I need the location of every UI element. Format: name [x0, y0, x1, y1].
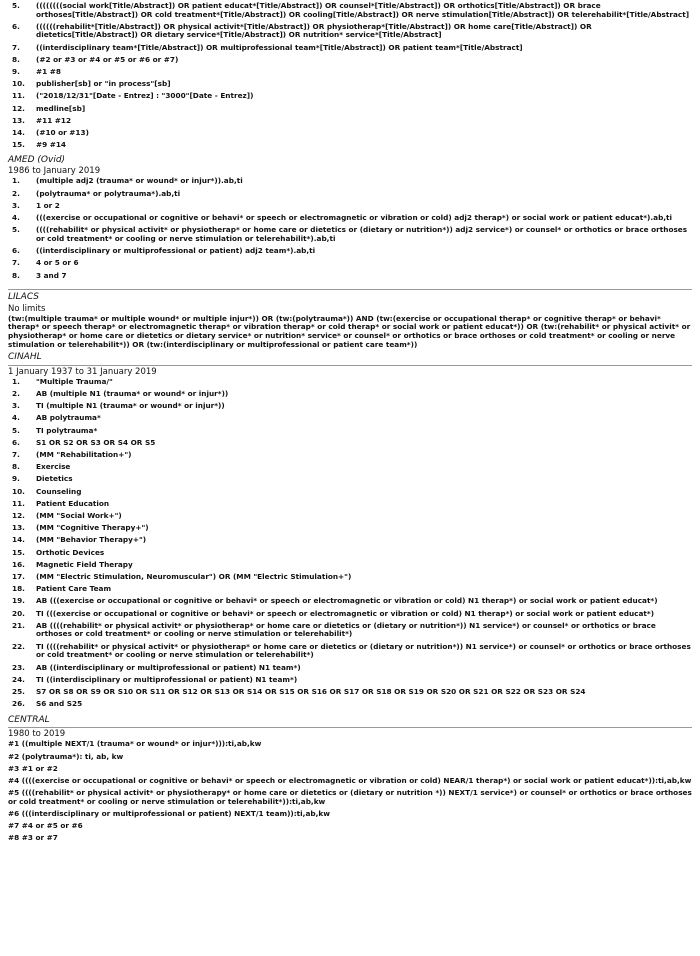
line-query: Dietetics [36, 474, 73, 484]
lilacs-limits: No limits [8, 303, 46, 314]
search-line [8, 23, 692, 40]
line-query: (#10 or #13) [36, 128, 89, 138]
search-line [8, 80, 692, 89]
line-number: 10. [12, 79, 25, 89]
search-line [8, 463, 692, 472]
line-query: (MM "Rehabilitation+") [36, 450, 132, 460]
line-query: ((((((rehabilit*[Title/Abstract]) OR physical activit*[Title/Abstract]) OR physiotherap*[Title/Abstract]) OR home care[Title/Abstract]) OR dietetics[Title/Abstract]) OR dietary service*[Title/Abstract]) OR nutrition* service*[Title/Abstract] [36, 21, 592, 40]
line-number: 2. [12, 389, 20, 399]
search-line [8, 664, 692, 673]
search-line [8, 561, 692, 570]
line-query: (((exercise or occupational or cognitive or behavi* or speech or electromagnetic or vibration or cold) adj2 therap*) or social work or patient educat*).ab,ti [36, 213, 673, 223]
line-number: 5. [12, 225, 20, 235]
line-number: 17. [12, 572, 25, 582]
search-line [8, 488, 692, 497]
line-query: S7 OR S8 OR S9 OR S10 OR S11 OR S12 OR S13 OR S14 OR S15 OR S16 OR S17 OR S18 OR S19 OR S20 OR S21 OR S22 OR S23 OR S24 [36, 686, 586, 696]
line-number: 15. [12, 140, 25, 150]
search-line [8, 56, 692, 65]
search-line [8, 117, 692, 126]
search-line [8, 500, 692, 509]
search-line [8, 92, 692, 101]
line-number: 13. [12, 523, 25, 533]
line-number: 9. [12, 474, 20, 484]
search-line [8, 259, 692, 268]
line-query: (MM "Electric Stimulation, Neuromuscular") OR (MM "Electric Stimulation+") [36, 572, 352, 582]
line-query: publisher[sb] or "in process"[sb] [36, 79, 171, 89]
line-number: 13. [12, 115, 25, 125]
search-line: #2 (polytrauma*): ti, ab, kw [8, 751, 124, 761]
line-query: (MM "Cognitive Therapy+") [36, 523, 149, 533]
search-line [8, 622, 692, 639]
line-query: Orthotic Devices [36, 547, 105, 557]
line-number: 1. [12, 176, 20, 186]
line-number: 3. [12, 200, 20, 210]
line-query: AB polytrauma* [36, 413, 101, 423]
search-line [8, 390, 692, 399]
line-query: (#2 or #3 or #4 or #5 or #6 or #7) [36, 54, 179, 64]
pubmed-continued-list [8, 2, 692, 150]
search-line: #7 #4 or #5 or #6 [8, 821, 83, 831]
line-query: TI polytrauma* [36, 425, 98, 435]
search-line [8, 177, 692, 186]
line-number: 6. [12, 246, 20, 256]
cinahl-heading: CINAHL [8, 352, 42, 363]
line-query: AB ((((rehabilit* or physical activit* or physiotherap* or home care or dietetics or (dietary or nutrition*)) N1 service*) or counsel* or orthotics or brace orthoses or cold treatment* or cooling or nerve stimulation or telerehabilit*) [36, 620, 656, 639]
search-line: #6 (((interdisciplinary or multiprofessional or patient) NEXT/1 team)):ti,ab,kw [8, 808, 330, 818]
line-number: 1. [12, 376, 20, 386]
line-number: 12. [12, 511, 25, 521]
amed-list [8, 177, 692, 280]
line-number: 25. [12, 686, 25, 696]
line-number: 8. [12, 270, 20, 280]
line-number: 23. [12, 662, 25, 672]
line-number: 26. [12, 699, 25, 709]
search-line [8, 585, 692, 594]
line-number: 2. [12, 188, 20, 198]
search-line [8, 226, 692, 243]
line-number: 10. [12, 486, 25, 496]
line-number: 11. [12, 91, 25, 101]
cinahl-list [8, 378, 692, 709]
line-query: ((((((((social work[Title/Abstract]) OR patient educat*[Title/Abstract]) OR counsel*[Title/Abstract]) OR orthotics[Title/Abstract]) OR brace orthoses[Title/Abstract]) OR cold treatment*[Title/Abstract]) OR cooling[Title/Abstract]) OR nerve stimulation[Title/Abstract]) OR telerehabilit*[Title/Abstract] [36, 1, 690, 19]
search-line [8, 247, 692, 256]
line-query: ("2018/12/31"[Date - Entrez] : "3000"[Date - Entrez]) [36, 91, 254, 101]
search-line: #1 ((multiple NEXT/1 (trauma* or wound* or injur*))):ti,ab,kw [8, 739, 262, 749]
search-line [8, 141, 692, 150]
line-number: 24. [12, 674, 25, 684]
search-line [8, 512, 692, 521]
line-query: Magnetic Field Therapy [36, 559, 133, 569]
line-number: 6. [12, 437, 20, 447]
cinahl-date-range: 1 January 1937 to 31 January 2019 [8, 366, 157, 377]
lilacs-heading: LILACS [8, 292, 40, 303]
search-line [8, 439, 692, 448]
line-number: 11. [12, 498, 25, 508]
lilacs-query: (tw:(multiple trauma* or multiple wound* or multiple injur*)) OR (tw:(polytrauma*)) AND (tw:(exercise or occupational therap* or cognitive therap* or behavi* therap* or speech therap* or electromagnetic therap* or vibration therap* or cold therap* or social work or patient educat*)) OR (tw:(rehabilit* or physical activit* or physiotherap* or home care or dietetics or dietary service* or nutrition* service* or counsel* or orthotics or brace orthoses or cold treatment* or cooling or nerve stimulation or telerehabilit*)) OR (tw:(interdisciplinary or multiprofessional or patient care team*)) [8, 313, 691, 349]
line-query: ((interdisciplinary or multiprofessional or patient) adj2 team*).ab,ti [36, 246, 316, 256]
search-line [8, 676, 692, 685]
line-number: 15. [12, 547, 25, 557]
search-line [8, 610, 692, 619]
line-query: "Multiple Trauma/" [36, 376, 113, 386]
search-line [8, 536, 692, 545]
search-line [8, 129, 692, 138]
line-query: AB ((interdisciplinary or multiprofessional or patient) N1 team*) [36, 662, 301, 672]
line-query: ((((rehabilit* or physical activit* or physiotherap* or home care or dietetics or (dietary or nutrition*)) adj2 service*) or counsel* or orthotics or brace orthoses or cold treatment* or cooling or nerve stimulation or telerehabilit*).ab,ti [36, 225, 688, 243]
line-query: Exercise [36, 462, 71, 472]
line-number: 12. [12, 103, 25, 113]
search-line [8, 272, 692, 281]
line-number: 5. [12, 425, 20, 435]
line-number: 4. [12, 213, 20, 223]
line-query: Patient Care Team [36, 584, 112, 594]
line-number: 8. [12, 54, 20, 64]
line-query: Counseling [36, 486, 82, 496]
amed-heading: AMED (Ovid) [8, 154, 66, 165]
search-line: #8 #3 or #7 [8, 833, 58, 843]
line-number: 4. [12, 413, 20, 423]
line-number: 21. [12, 620, 25, 630]
line-query: #9 #14 [36, 140, 66, 150]
search-line: #4 ((((exercise or occupational or cognitive or behavi* or speech or electromagnetic or vibration or cold) NEAR/1 therap*) or social work or patient educat*)):ti,ab,kw [8, 775, 692, 785]
line-query: (polytrauma* or polytrauma*).ab,ti [36, 188, 181, 198]
line-query: (multiple adj2 (trauma* or wound* or injur*)).ab,ti [36, 176, 243, 186]
line-number: 7. [12, 42, 20, 52]
search-line [8, 573, 692, 582]
line-query: (MM "Behavior Therapy+") [36, 535, 147, 545]
central-date-range: 1980 to 2019 [8, 729, 66, 740]
line-query: TI (multiple N1 (trauma* or wound* or injur*)) [36, 401, 225, 411]
line-query: TI (((exercise or occupational or cognitive or behavi* or speech or electromagnetic or vibration or cold) N1 therap*) or social work or patient educat*) [36, 608, 655, 618]
central-section [8, 715, 692, 843]
line-number: 5. [12, 1, 20, 10]
search-line [8, 451, 692, 460]
central-list [8, 740, 692, 843]
lilacs-section [8, 289, 692, 349]
line-number: 3. [12, 401, 20, 411]
cinahl-section [8, 352, 692, 709]
search-line [8, 524, 692, 533]
line-number: 9. [12, 67, 20, 77]
line-query: TI ((interdisciplinary or multiprofessional or patient) N1 team*) [36, 674, 298, 684]
line-number: 22. [12, 641, 25, 651]
line-number: 20. [12, 608, 25, 618]
line-number: 6. [12, 21, 20, 31]
search-line: #5 ((((rehabilit* or physical activit* or physiotherapy* or home care or dietetics or (dietary or nutrition *)) NEXT/1 service*) or counsel* or orthotics or brace orthoses or cold treatment* or cooling or nerve stimulation or telerehabilit*)):ti,ab,kw [8, 788, 692, 806]
line-number: 8. [12, 462, 20, 472]
search-line [8, 68, 692, 77]
search-line [8, 475, 692, 484]
line-number: 19. [12, 596, 25, 606]
line-query: #11 #12 [36, 115, 72, 125]
search-line [8, 402, 692, 411]
line-query: #1 #8 [36, 67, 61, 77]
line-query: 4 or 5 or 6 [36, 258, 79, 268]
line-query: medline[sb] [36, 103, 86, 113]
search-line [8, 427, 692, 436]
line-query: AB (((exercise or occupational or cognitive or behavi* or speech or electromagnetic or vibration or cold) N1 therap*) or social work or patient educat*) [36, 596, 658, 606]
search-line [8, 549, 692, 558]
search-line [8, 700, 692, 709]
search-line [8, 643, 692, 660]
search-line [8, 688, 692, 697]
central-heading: CENTRAL [8, 714, 50, 725]
line-query: (MM "Social Work+") [36, 511, 122, 521]
search-line [8, 190, 692, 199]
search-line [8, 378, 692, 387]
search-line: #3 #1 or #2 [8, 763, 58, 773]
search-line [8, 105, 692, 114]
line-query: ((interdisciplinary team*[Title/Abstract]) OR multiprofessional team*[Title/Abstract]) OR patient team*[Title/Abstract] [36, 42, 523, 52]
line-query: TI ((((rehabilit* or physical activit* or physiotherap* or home care or dietetics or (dietary or nutrition*)) N1 service*) or counsel* or orthotics or brace orthoses or cold treatment* or cooling or nerve stimulation or telerehabilit*) [36, 641, 691, 660]
amed-date-range: 1986 to January 2019 [8, 166, 101, 177]
line-query: 1 or 2 [36, 200, 60, 210]
search-line [8, 202, 692, 211]
search-line [8, 214, 692, 223]
search-line [8, 597, 692, 606]
line-number: 18. [12, 584, 25, 594]
line-query: 3 and 7 [36, 270, 67, 280]
section-divider [8, 289, 692, 290]
line-number: 14. [12, 535, 25, 545]
search-line [8, 2, 692, 19]
line-query: Patient Education [36, 498, 110, 508]
section-divider [8, 727, 692, 728]
line-number: 14. [12, 128, 25, 138]
line-number: 7. [12, 450, 20, 460]
line-query: S6 and S25 [36, 699, 83, 709]
search-line [8, 414, 692, 423]
line-query: AB (multiple N1 (trauma* or wound* or injur*)) [36, 389, 229, 399]
amed-section [8, 155, 692, 280]
line-number: 7. [12, 258, 20, 268]
line-query: S1 OR S2 OR S3 OR S4 OR S5 [36, 437, 156, 447]
search-line [8, 44, 692, 53]
section-divider [8, 365, 692, 366]
line-number: 16. [12, 559, 25, 569]
